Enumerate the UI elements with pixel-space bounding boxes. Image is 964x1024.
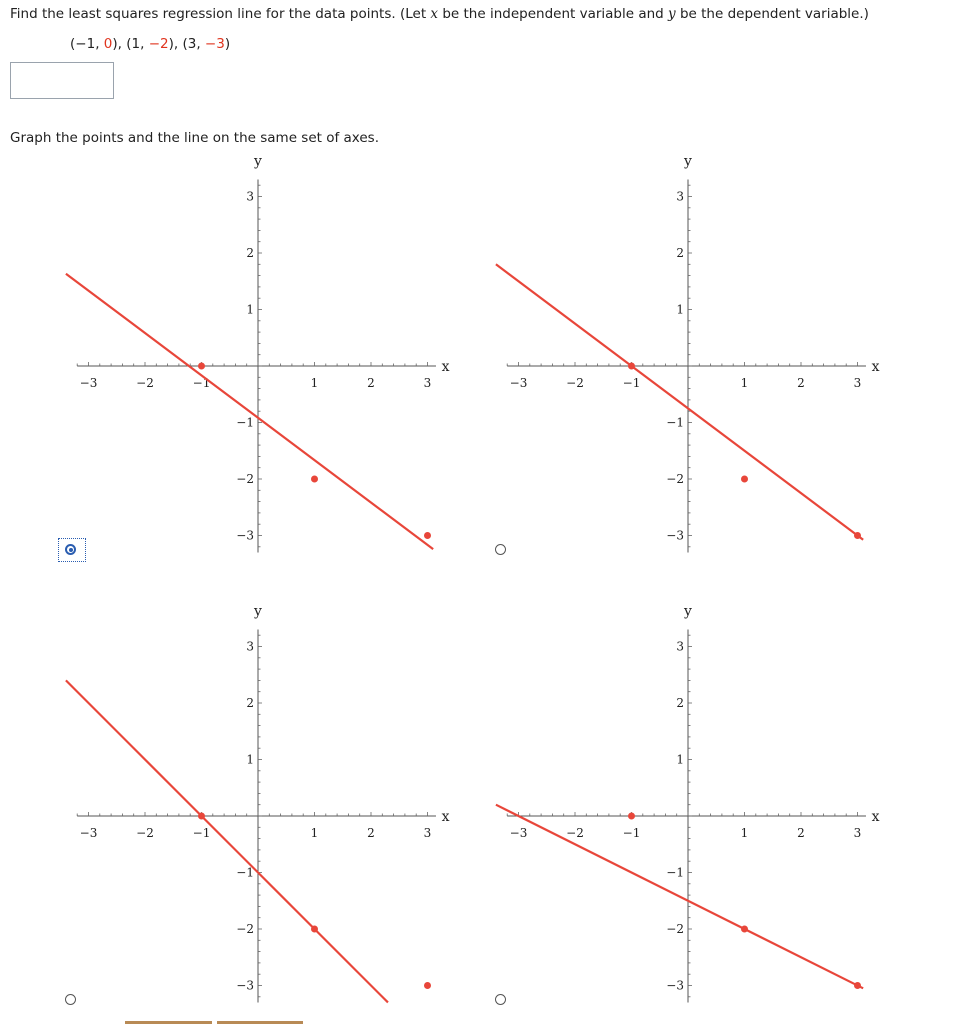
graph-option-4: [490, 600, 890, 1010]
y-tick-label: 1: [676, 752, 684, 767]
prompt-text-3: be the dependent variable.): [675, 6, 869, 22]
regression-line: [496, 805, 863, 989]
x-tick-label: −3: [509, 376, 528, 390]
x-tick-label: 2: [367, 376, 375, 390]
x-tick-label: 3: [853, 376, 862, 390]
y-tick-label: −2: [666, 472, 684, 486]
point-1-y: 0: [103, 36, 113, 52]
y-axis-label: y: [684, 603, 692, 620]
point-3-x: 3: [187, 36, 197, 52]
x-tick-label: 2: [797, 376, 805, 390]
y-axis-label: y: [254, 153, 262, 170]
x-tick-label: −1: [622, 826, 641, 840]
graph-option-3: [60, 600, 460, 1010]
graph-2-svg: [490, 150, 890, 560]
radio-option-3[interactable]: [65, 994, 76, 1005]
x-tick-label: −1: [622, 376, 641, 390]
x-tick-label: −3: [79, 376, 98, 390]
y-tick-label: 2: [246, 696, 254, 710]
data-point-2: [311, 476, 318, 483]
graph-option-1: [60, 150, 460, 560]
x-axis-label: x: [441, 809, 450, 825]
prompt-text-2: be the independent variable and: [438, 6, 669, 22]
x-tick-label: −2: [136, 826, 154, 840]
data-point-2: [741, 926, 748, 933]
data-point-3: [424, 532, 431, 539]
y-tick-label: −1: [236, 865, 254, 880]
question-prompt: [10, 6, 869, 22]
y-tick-label: −3: [666, 528, 684, 543]
y-tick-label: −1: [666, 865, 684, 880]
data-point-3: [854, 982, 861, 989]
x-axis-label: x: [441, 359, 450, 375]
x-tick-label: 1: [310, 376, 319, 390]
y-tick-label: 1: [246, 752, 254, 767]
x-tick-label: −2: [566, 376, 584, 390]
radio-option-2[interactable]: [495, 544, 506, 555]
data-point-1: [628, 363, 635, 370]
data-point-2: [311, 926, 318, 933]
regression-line: [66, 680, 388, 1002]
x-axis-label: x: [871, 809, 880, 825]
point-3-y: −3: [204, 36, 225, 52]
point-2-x: 1: [131, 36, 141, 52]
x-tick-label: 2: [367, 826, 375, 840]
y-tick-label: 2: [676, 246, 684, 260]
x-tick-label: 1: [310, 826, 319, 840]
data-point-2: [741, 476, 748, 483]
graph-option-2: [490, 150, 890, 560]
prompt-var-y: y: [668, 6, 676, 22]
y-tick-label: −3: [666, 978, 684, 993]
y-tick-label: −2: [666, 922, 684, 936]
y-tick-label: 1: [676, 302, 684, 317]
y-tick-label: −1: [666, 415, 684, 430]
y-tick-label: −3: [236, 528, 254, 543]
y-tick-label: 3: [246, 189, 254, 204]
x-tick-label: 3: [423, 826, 432, 840]
y-tick-label: 1: [246, 302, 254, 317]
prompt-text-1: Find the least squares regression line for the data points. (Let: [10, 6, 431, 22]
data-point-1: [628, 813, 635, 820]
y-tick-label: −2: [236, 922, 254, 936]
x-tick-label: 1: [740, 826, 749, 840]
graph-4-svg: [490, 600, 890, 1010]
x-tick-label: 1: [740, 376, 749, 390]
x-tick-label: −3: [509, 826, 528, 840]
graph-prompt: Graph the points and the line on the same set of axes.: [10, 130, 380, 146]
y-tick-label: 2: [676, 696, 684, 710]
y-tick-label: 3: [676, 189, 684, 204]
x-tick-label: 2: [797, 826, 805, 840]
x-tick-label: −2: [136, 376, 154, 390]
data-point-1: [198, 813, 205, 820]
answer-input[interactable]: [10, 62, 114, 99]
graph-1-svg: [60, 150, 460, 560]
x-tick-label: 3: [423, 376, 432, 390]
y-tick-label: 2: [246, 246, 254, 260]
data-points: (−1, 0), (1, −2), (3, −3): [70, 36, 231, 52]
y-axis-label: y: [684, 153, 692, 170]
x-tick-label: −2: [566, 826, 584, 840]
y-tick-label: −2: [236, 472, 254, 486]
x-axis-label: x: [871, 359, 880, 375]
x-tick-label: −1: [192, 376, 211, 390]
y-tick-label: −1: [236, 415, 254, 430]
radio-option-1[interactable]: [65, 544, 76, 555]
x-tick-label: −3: [79, 826, 98, 840]
y-tick-label: 3: [676, 639, 684, 654]
x-tick-label: −1: [192, 826, 211, 840]
graph-3-svg: [60, 600, 460, 1010]
point-1-x: −1: [75, 36, 96, 52]
y-axis-label: y: [254, 603, 262, 620]
x-tick-label: 3: [853, 826, 862, 840]
data-point-1: [198, 363, 205, 370]
y-tick-label: −3: [236, 978, 254, 993]
radio-option-4[interactable]: [495, 994, 506, 1005]
point-2-y: −2: [148, 36, 169, 52]
prompt-var-x: x: [430, 6, 439, 22]
data-point-3: [854, 532, 861, 539]
y-tick-label: 3: [246, 639, 254, 654]
data-point-3: [424, 982, 431, 989]
